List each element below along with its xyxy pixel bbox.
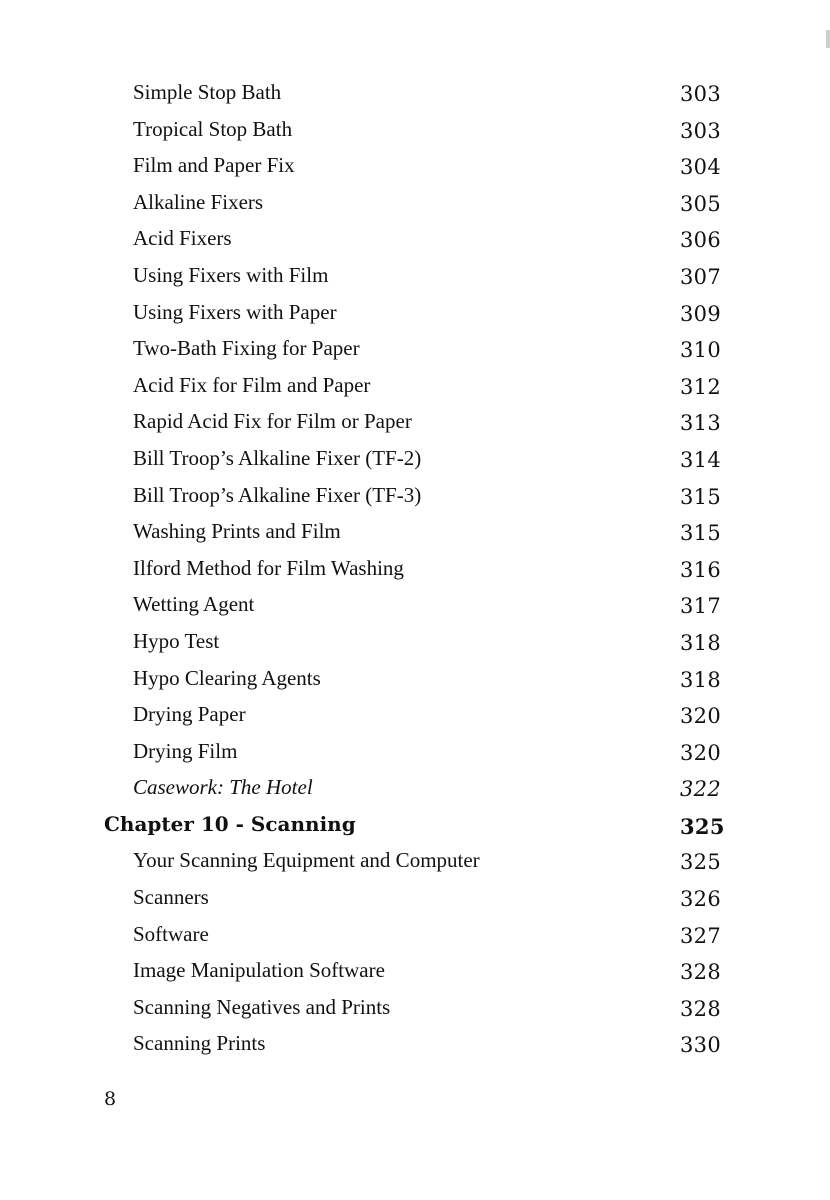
toc-entry-title: Acid Fix for Film and Paper [133, 372, 371, 397]
toc-entry-title: Image Manipulation Software [133, 958, 385, 983]
toc-entry [0, 479, 830, 516]
toc-entry [0, 76, 830, 113]
toc-entry [0, 991, 830, 1028]
toc-entry [0, 625, 830, 662]
toc-entry-page: 318 [680, 630, 721, 655]
toc-entry [0, 405, 830, 442]
toc-entry [0, 918, 830, 955]
toc-entry-page: 320 [680, 704, 721, 729]
toc-chapter-heading [0, 808, 830, 845]
page-number: 8 [104, 1088, 117, 1110]
toc-entry-title: Two-Bath Fixing for Paper [133, 336, 360, 361]
toc-entry [0, 259, 830, 296]
toc-entry-title: Film and Paper Fix [133, 153, 295, 178]
toc-entry-page: 313 [680, 411, 721, 436]
toc-entry-page: 330 [680, 1033, 721, 1058]
toc-entry-title: Casework: The Hotel [133, 775, 313, 800]
toc-entry-title: Using Fixers with Paper [133, 299, 337, 324]
toc-entry [0, 442, 830, 479]
toc-entry-page: 303 [680, 118, 721, 143]
toc-entry [0, 222, 830, 259]
toc-entry [0, 149, 830, 186]
toc-entry-title: Tropical Stop Bath [133, 116, 293, 141]
toc-entry [0, 186, 830, 223]
toc-entry-title: Drying Film [133, 738, 238, 763]
toc-entry [0, 881, 830, 918]
toc-entry-title: Wetting Agent [133, 592, 255, 617]
toc-entry-page: 309 [680, 301, 721, 326]
toc-entry [0, 662, 830, 699]
toc-entry-page: 315 [680, 521, 721, 546]
toc-entry-title: Your Scanning Equipment and Computer [133, 848, 480, 873]
toc-entry-title: Hypo Test [133, 628, 220, 653]
toc-entry-page: 307 [680, 264, 721, 289]
toc-entry-title: Alkaline Fixers [133, 189, 264, 214]
toc-entry [0, 735, 830, 772]
toc-entry-title: Scanning Negatives and Prints [133, 994, 391, 1019]
toc-entry-title: Drying Paper [133, 702, 246, 727]
toc-entry-page: 312 [680, 374, 721, 399]
toc-entry-title: Hypo Clearing Agents [133, 665, 321, 690]
toc-entry-title: Simple Stop Bath [133, 80, 282, 104]
toc-entry-page: 322 [680, 777, 721, 802]
toc-entry-page: 318 [680, 667, 721, 692]
toc-entry-page: 304 [680, 155, 721, 180]
toc-entry-page: 315 [680, 484, 721, 509]
toc-entry-page: 317 [680, 594, 721, 619]
toc-entry-page: 306 [680, 228, 721, 253]
toc-entry-title: Rapid Acid Fix for Film or Paper [133, 409, 412, 434]
toc-entry [0, 1027, 830, 1064]
toc-entry [0, 296, 830, 333]
toc-entry [0, 698, 830, 735]
toc-entry-page: 305 [680, 191, 721, 216]
toc-entry-title: Acid Fixers [133, 226, 232, 251]
toc-entry-title: Bill Troop’s Alkaline Fixer (TF-2) [133, 445, 422, 470]
toc-entry-page: 328 [680, 996, 721, 1021]
toc-entry-page: 325 [680, 813, 725, 839]
toc-entry-title: Ilford Method for Film Washing [133, 555, 404, 580]
toc-entry [0, 588, 830, 625]
toc-entry-title: Scanning Prints [133, 1031, 266, 1056]
toc-entry [0, 552, 830, 589]
toc-entry-page: 325 [680, 850, 721, 875]
toc-entry-page: 303 [680, 82, 721, 106]
toc-entry-page: 327 [680, 923, 721, 948]
toc-entry-title: Bill Troop’s Alkaline Fixer (TF-3) [133, 482, 422, 507]
toc-entry-page: 320 [680, 740, 721, 765]
toc-entry-page: 316 [680, 557, 721, 582]
table-of-contents [0, 76, 830, 1064]
toc-entry [0, 515, 830, 552]
toc-entry-page: 328 [680, 960, 721, 985]
toc-entry-title: Scanners [133, 885, 209, 910]
toc-entry [0, 844, 830, 881]
toc-entry-title: Chapter 10 - Scanning [104, 811, 356, 836]
toc-entry-page: 310 [680, 338, 721, 363]
toc-entry-page: 314 [680, 447, 721, 472]
toc-entry [0, 332, 830, 369]
toc-entry [0, 369, 830, 406]
toc-entry-title: Software [133, 921, 209, 946]
toc-entry-title: Using Fixers with Film [133, 262, 329, 287]
toc-entry [0, 954, 830, 991]
toc-entry-title: Washing Prints and Film [133, 519, 341, 544]
page-edge-mark [826, 30, 830, 48]
toc-entry-page: 326 [680, 887, 721, 912]
toc-entry [0, 771, 830, 808]
toc-entry [0, 113, 830, 150]
